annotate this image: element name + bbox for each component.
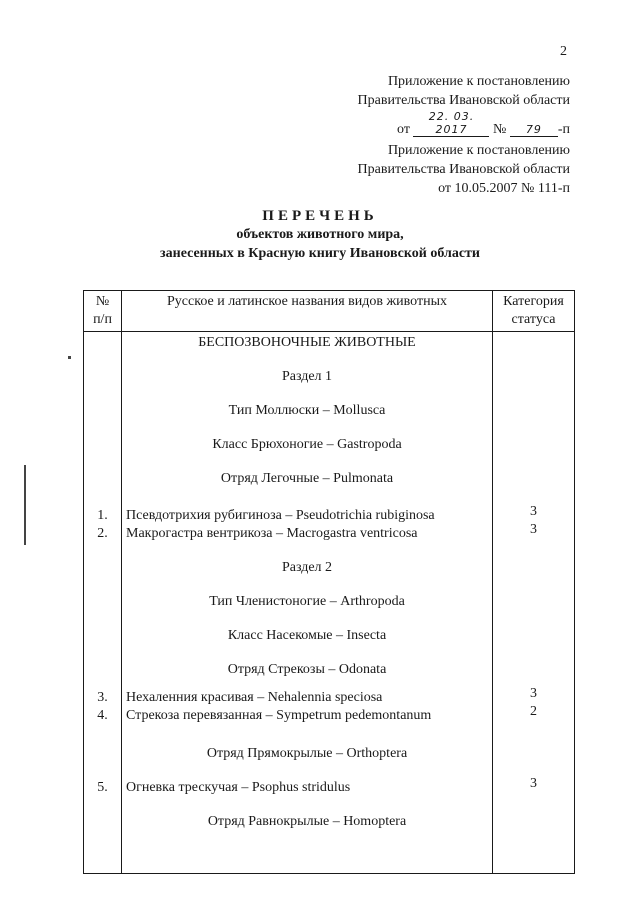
category-column <box>493 332 575 874</box>
section-heading: Раздел 1 <box>281 369 333 384</box>
appendix-old-line1: Приложение к постановлению <box>387 143 570 158</box>
species-name: Нехаленния красивая – Nehalennia speciosa <box>126 690 383 705</box>
from-label: от <box>397 122 410 137</box>
row-num-4: 4. <box>97 708 108 723</box>
status-category: 3 <box>530 776 537 791</box>
handwritten-date: 22. 03. 2017 <box>413 110 489 137</box>
appendix-old <box>358 141 570 198</box>
number-column <box>84 332 122 874</box>
margin-dot <box>68 356 71 359</box>
appendix-old-line2: Правительства Ивановской области <box>357 162 570 177</box>
species-name: Стрекоза перевязанная – Sympetrum pedemontanum <box>126 708 432 723</box>
number-label: № <box>492 122 507 137</box>
margin-mark <box>24 465 26 545</box>
row-num-1: 1. <box>97 508 108 523</box>
taxon-heading: Отряд Легочные – Pulmonata <box>220 471 394 486</box>
section-heading: Раздел 2 <box>281 560 333 575</box>
status-category: 3 <box>530 522 537 537</box>
title-heading: ПЕРЕЧЕНЬ <box>262 208 378 224</box>
title-line3: занесенных в Красную книгу Ивановской области <box>160 246 480 261</box>
header-number: № п/п <box>84 291 122 332</box>
group-heading: БЕСПОЗВОНОЧНЫЕ ЖИВОТНЫЕ <box>198 335 416 350</box>
taxon-heading: Класс Насекомые – Insecta <box>227 628 387 643</box>
taxon-heading: Отряд Равнокрылые – Homoptera <box>207 814 407 829</box>
page-number: 2 <box>560 44 567 59</box>
appendix-old-line3: от 10.05.2007 № 111-п <box>438 181 570 196</box>
species-name: Макрогастра вентрикоза – Macrogastra ventricosa <box>126 526 418 541</box>
number-suffix: -п <box>557 122 570 137</box>
title-line2: объектов животного мира, <box>236 227 404 242</box>
handwritten-number: 79 <box>510 123 558 137</box>
row-num-5: 5. <box>97 780 108 795</box>
header-category: Категория статуса <box>493 291 575 332</box>
appendix-new-line1: Приложение к постановлению <box>387 74 570 89</box>
status-category: 3 <box>530 504 537 519</box>
row-num-2: 2. <box>97 526 108 541</box>
appendix-new <box>358 72 570 139</box>
table-header-row <box>84 291 575 332</box>
row-num-3: 3. <box>97 690 108 705</box>
species-name: Псевдотрихия рубигиноза – Pseudotrichia rubiginosa <box>126 508 435 523</box>
table-body-row <box>84 332 575 874</box>
appendix-new-line2: Правительства Ивановской области <box>357 93 570 108</box>
taxon-heading: Тип Моллюски – Mollusca <box>228 403 386 418</box>
header-name: Русское и латинское названия видов животных <box>122 291 493 332</box>
status-category: 3 <box>530 686 537 701</box>
appendix-new-line3 <box>358 110 570 139</box>
taxon-heading: Отряд Стрекозы – Odonata <box>227 662 387 677</box>
taxon-heading: Тип Членистоногие – Arthropoda <box>209 594 405 609</box>
species-name: Огневка трескучая – Psophus stridulus <box>126 780 351 795</box>
name-column <box>122 332 493 874</box>
document-title <box>0 208 640 263</box>
taxon-heading: Отряд Прямокрылые – Orthoptera <box>206 746 408 761</box>
species-table <box>83 290 575 874</box>
taxon-heading: Класс Брюхоногие – Gastropoda <box>212 437 402 452</box>
status-category: 2 <box>530 704 537 719</box>
